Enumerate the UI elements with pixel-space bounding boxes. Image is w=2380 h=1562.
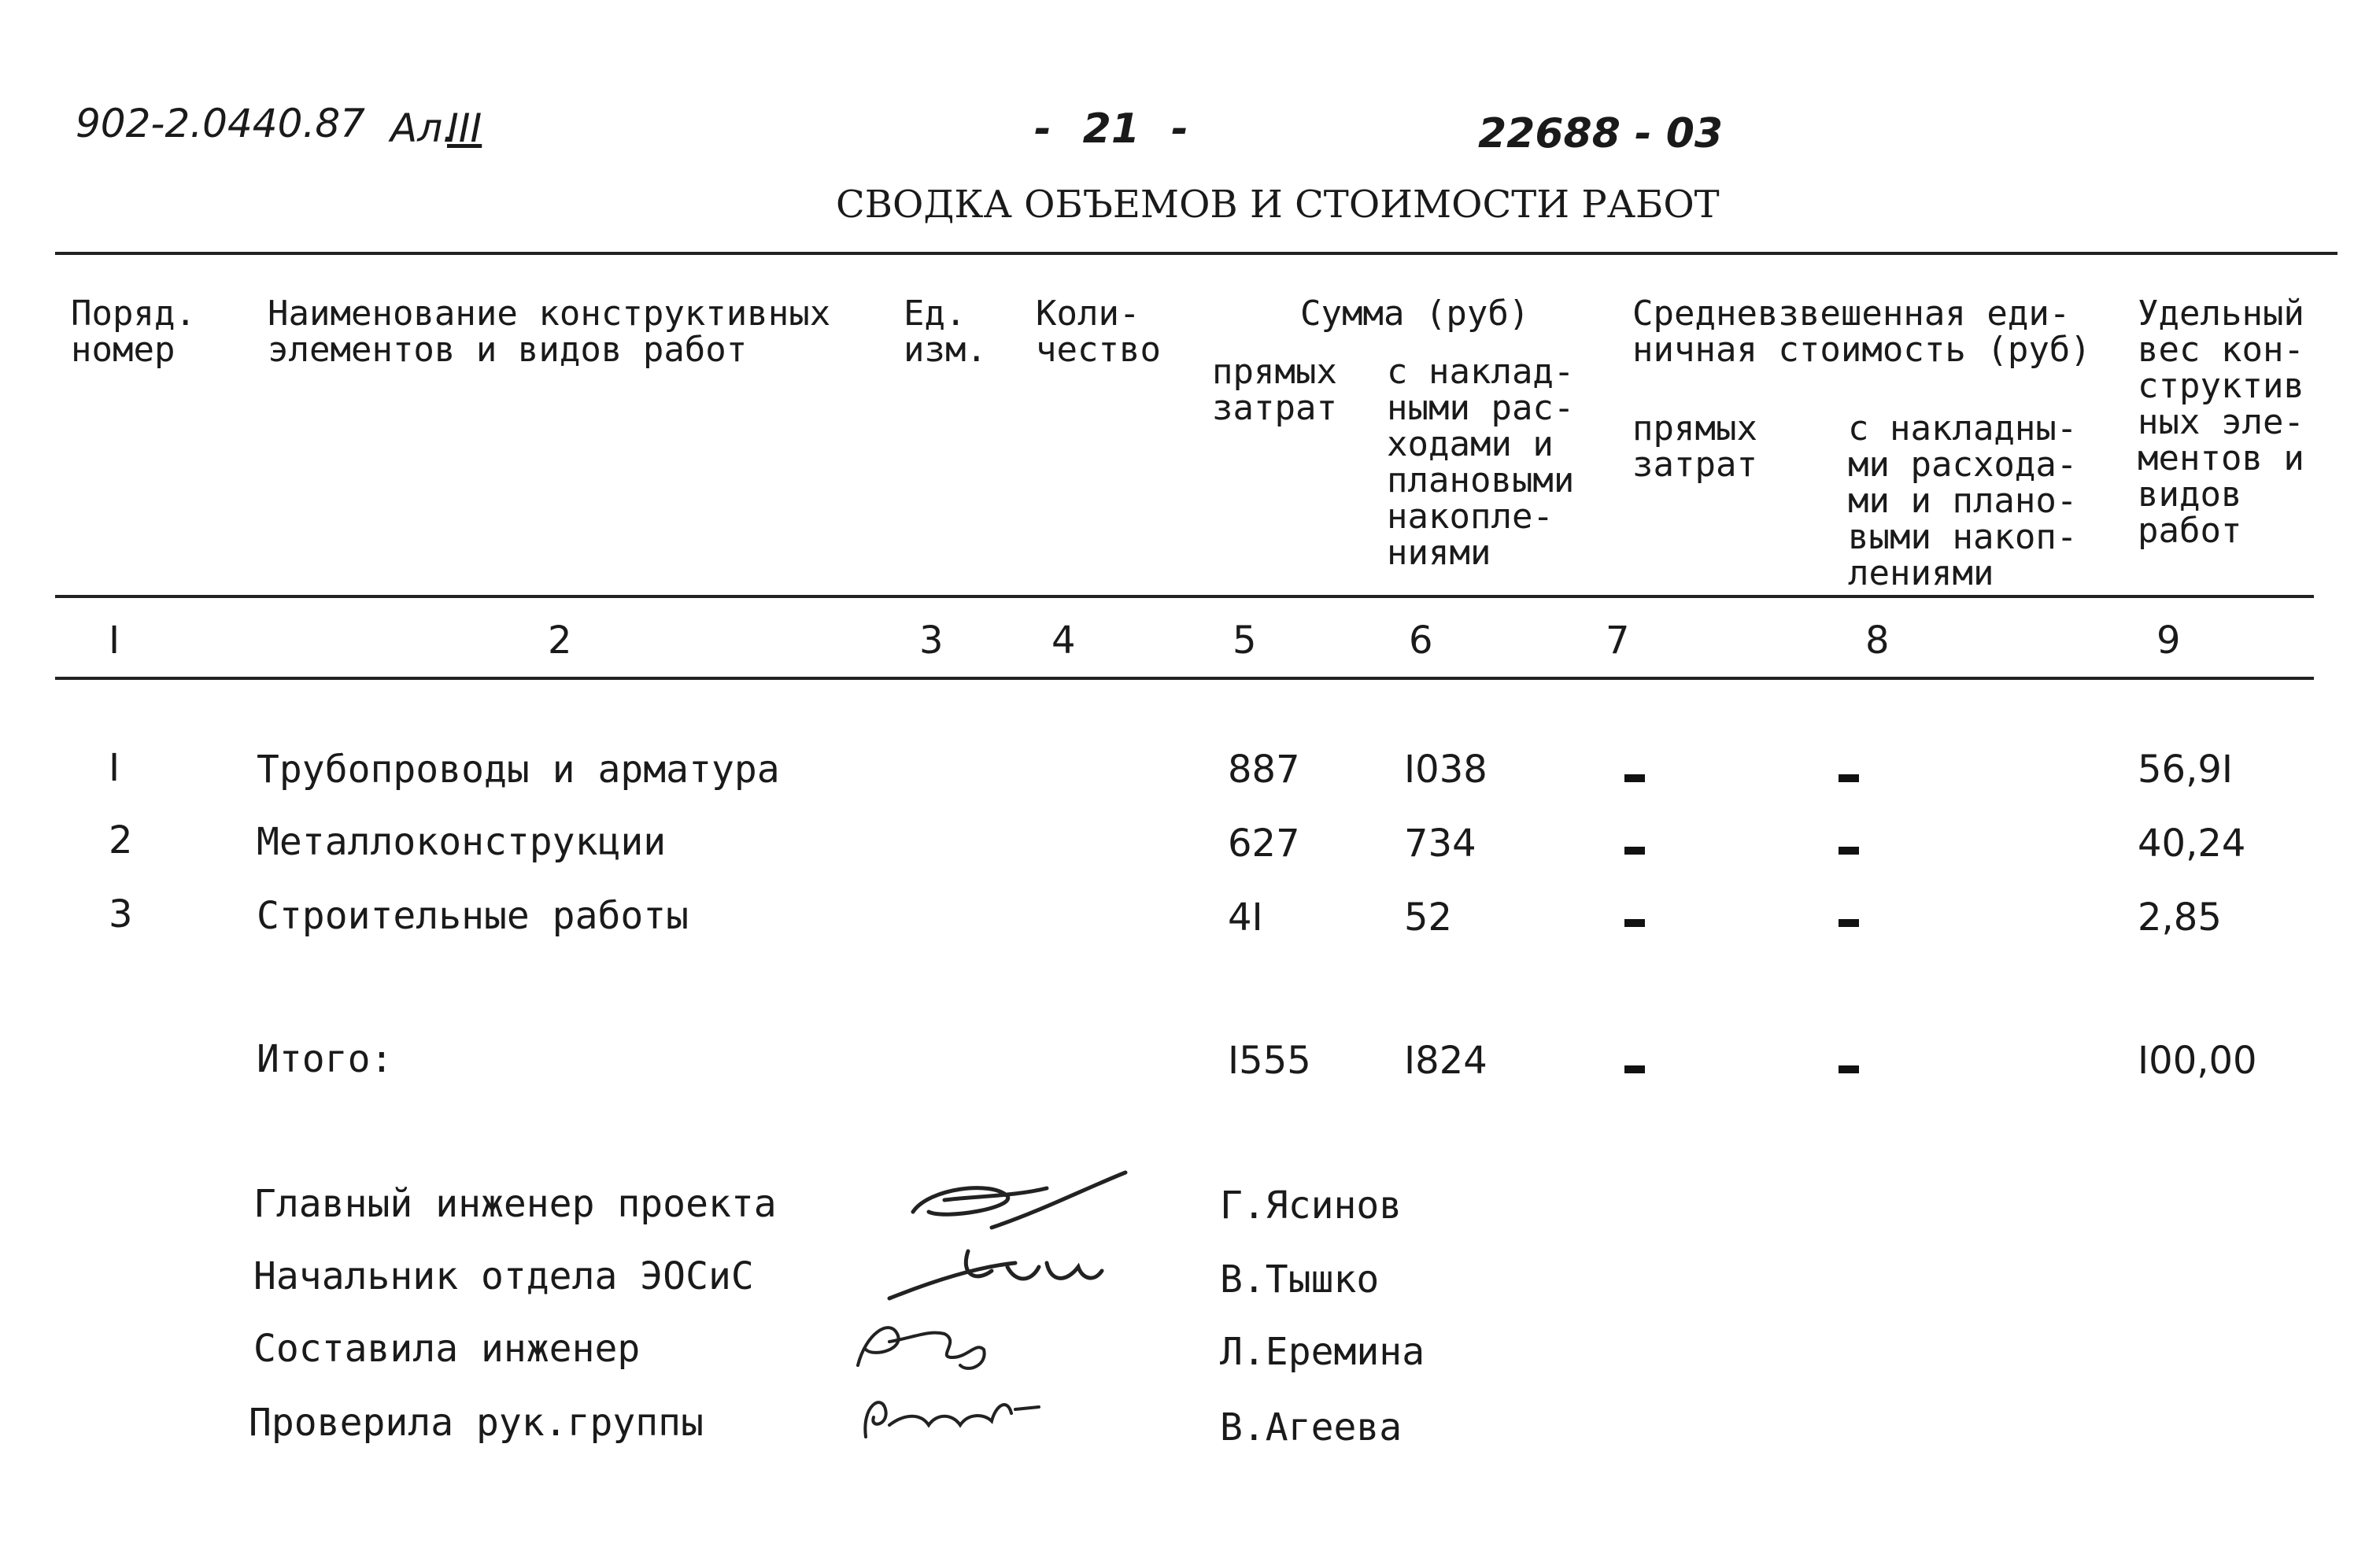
table-top-rule <box>55 252 2338 255</box>
total-avg-overhead <box>1839 1065 1859 1073</box>
total-avg-direct <box>1624 1065 1645 1073</box>
header-order-number: Поряд. номер <box>71 294 196 370</box>
signature-name: В.Агеева <box>1220 1405 1402 1449</box>
column-number: 3 <box>919 619 944 663</box>
column-number: 8 <box>1865 619 1890 663</box>
row-specific-weight: 2,85 <box>2138 895 2222 940</box>
signature-role: Составила инженер <box>253 1327 641 1371</box>
page-title: СВОДКА ОБЪЕМОВ И СТОИМОСТИ РАБОТ <box>836 183 1720 227</box>
handwritten-signature-group-leader <box>850 1382 1055 1453</box>
header-element-name: Наименование конструктивных элементов и видов работ <box>268 294 831 370</box>
column-number: I <box>109 619 120 663</box>
row-name: Металлоконструкции <box>257 820 667 864</box>
column-number: 9 <box>2156 619 2181 663</box>
total-overhead-sum: I824 <box>1404 1039 1488 1083</box>
column-number: 7 <box>1606 619 1630 663</box>
row-number: 3 <box>109 892 133 936</box>
row-specific-weight: 40,24 <box>2138 822 2246 866</box>
column-number: 2 <box>548 619 572 663</box>
signature-name: Л.Еремина <box>1220 1330 1425 1374</box>
column-number: 5 <box>1232 619 1257 663</box>
row-direct-sum: 627 <box>1228 822 1300 866</box>
row-direct-sum: 4I <box>1228 895 1263 940</box>
handwritten-signature-department-head <box>881 1235 1118 1306</box>
total-direct-sum: I555 <box>1228 1039 1311 1083</box>
row-avg-overhead <box>1839 919 1859 927</box>
header-bottom-rule <box>55 595 2314 598</box>
handwritten-signature-engineer <box>842 1310 1015 1381</box>
row-overhead-sum: 52 <box>1404 895 1453 940</box>
signature-role: Проверила рук.группы <box>249 1401 704 1445</box>
signature-name: Г.Ясинов <box>1220 1184 1402 1228</box>
page-number: - 21 - <box>1034 105 1188 153</box>
row-overhead-sum: 734 <box>1404 822 1476 866</box>
document-code: 902-2.0440.87 <box>76 101 365 146</box>
header-unit: Ед. изм. <box>904 294 987 370</box>
album-label: Ал. <box>390 105 456 151</box>
row-avg-overhead <box>1839 847 1859 855</box>
column-number: 4 <box>1051 619 1076 663</box>
row-name: Трубопроводы и арматура <box>257 748 780 792</box>
header-sum-overhead: с наклад- ными рас- ходами и плановыми накопле- ниями <box>1387 352 1575 573</box>
row-overhead-sum: I038 <box>1404 748 1488 792</box>
total-label: Итого: <box>257 1037 394 1081</box>
header-avg-direct: прямых затрат <box>1632 408 1757 485</box>
row-avg-direct <box>1624 847 1645 855</box>
row-avg-overhead <box>1839 774 1859 782</box>
column-numbers-rule <box>55 677 2314 680</box>
total-specific-weight: I00,00 <box>2138 1039 2257 1083</box>
header-sum-direct: прямых затрат <box>1212 352 1337 428</box>
row-specific-weight: 56,9I <box>2138 748 2234 792</box>
header-specific-weight: Удельный вес кон- структив ных эле- ментов и видов работ <box>2138 294 2304 551</box>
header-quantity: Коли- чество <box>1036 294 1161 370</box>
row-avg-direct <box>1624 774 1645 782</box>
signature-role: Начальник отдела ЭОСиС <box>253 1254 754 1298</box>
row-direct-sum: 887 <box>1228 748 1300 792</box>
signature-role: Главный инженер проекта <box>253 1182 777 1226</box>
handwritten-signature-chief-engineer <box>897 1165 1133 1243</box>
row-name: Строительные работы <box>257 894 689 938</box>
album-number: III <box>447 105 482 151</box>
column-number: 6 <box>1409 619 1433 663</box>
row-number: I <box>109 746 120 790</box>
signature-name: В.Тышко <box>1220 1257 1380 1302</box>
row-avg-direct <box>1624 919 1645 927</box>
sheet-number: 22688 - 03 <box>1478 110 1724 157</box>
header-sum-group: Сумма (руб) <box>1300 294 1530 334</box>
header-avg-group: Средневзвешенная еди- ничная стоимость (руб) <box>1632 294 2091 370</box>
header-avg-overhead: с накладны- ми расхода- ми и плано- выми накоп- лениями <box>1848 408 2078 593</box>
row-number: 2 <box>109 818 133 862</box>
